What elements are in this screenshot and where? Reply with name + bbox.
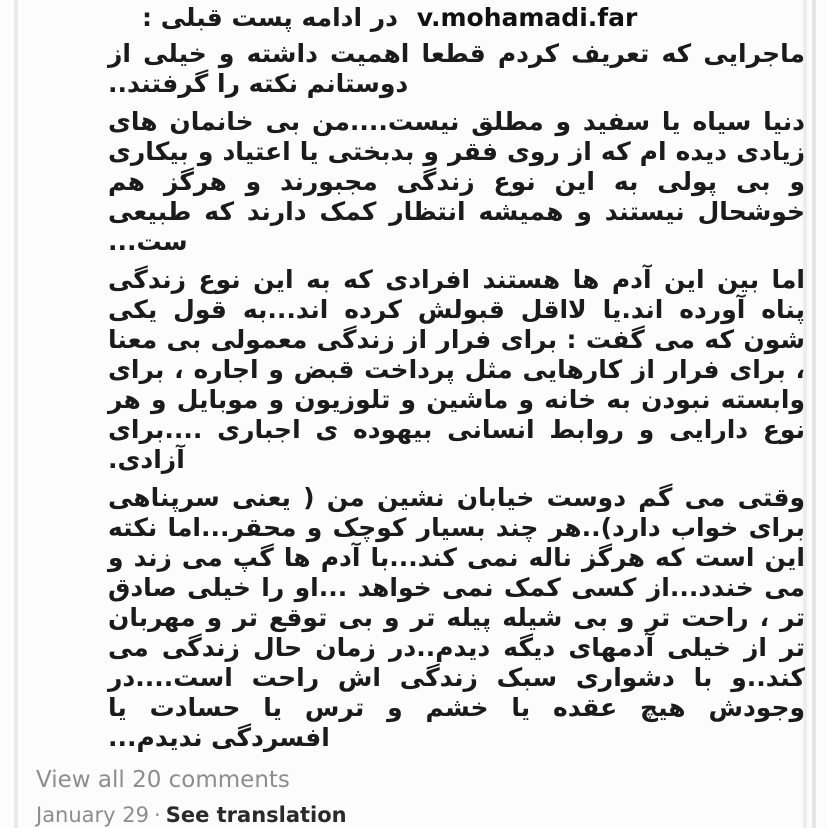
post-meta-row — [36, 803, 827, 827]
post-date: January 29 — [36, 803, 150, 827]
caption-first-line — [142, 3, 805, 33]
caption-paragraph: اما بین این آدم ها هستند افرادی که به این نوع زندگی پناه آورده اند.یا لااقل قبولش کرده اند...به قول یکی شون که می گفت : برای فرار از زندگی معمولی بی معنا ، برای فرار از کارهایی مثل پرداخت قبض و اجاره ، برای وابسته نبودن به خانه و ماشین و تلوزیون و موبایل و هر نوع دارایی و روابط انسانی بیهوده ی اجباری ....برای آزادی. — [108, 265, 805, 474]
username-link[interactable]: v.mohamadi.far — [416, 3, 638, 32]
caption-paragraph: وقتی می گم دوست خیابان نشین من ( یعنی سرپناهی برای خواب دارد)..هر چند بسیار کوچک و محقر...اما نکته این است که هرگز ناله نمی کند...با آدم ها گپ می زند و می خندد...از کسی کمک نمی خواهد ...او را خیلی صادق تر ، راحت تر و بی شیله پیله تر و بی توقع تر و مهربان تر از خیلی آدمهای دیگه دیدم..در زمان حال زندگی می کند..و با دشواری سبک زندگی اش راحت است....در وجودش هیچ عقده یا خشم و ترس یا حسادت یا افسردگی ندیدم... — [108, 483, 805, 752]
caption-paragraph: ماجرایی که تعریف کردم قطعا اهمیت داشته و خیلی از دوستانم نکته را گرفتند.. — [108, 39, 805, 98]
caption-paragraph: دنیا سیاه یا سفید و مطلق نیست....من بی خانمان های زیادی دیده ام که از روی فقر و بدبختی یا اعتیاد و بیکاری و بی پولی به این نوع زندگی مجبورند و هرگز هم خوشحال نیستند و همیشه انتظار کمک دارند که طبیعی ست... — [108, 107, 805, 256]
see-translation-link[interactable]: See translation — [165, 803, 347, 827]
caption-intro-text: در ادامه پست قبلی : — [142, 3, 399, 32]
view-all-comments-link[interactable]: View all 20 comments — [36, 767, 290, 793]
dot-separator: · — [154, 803, 161, 827]
